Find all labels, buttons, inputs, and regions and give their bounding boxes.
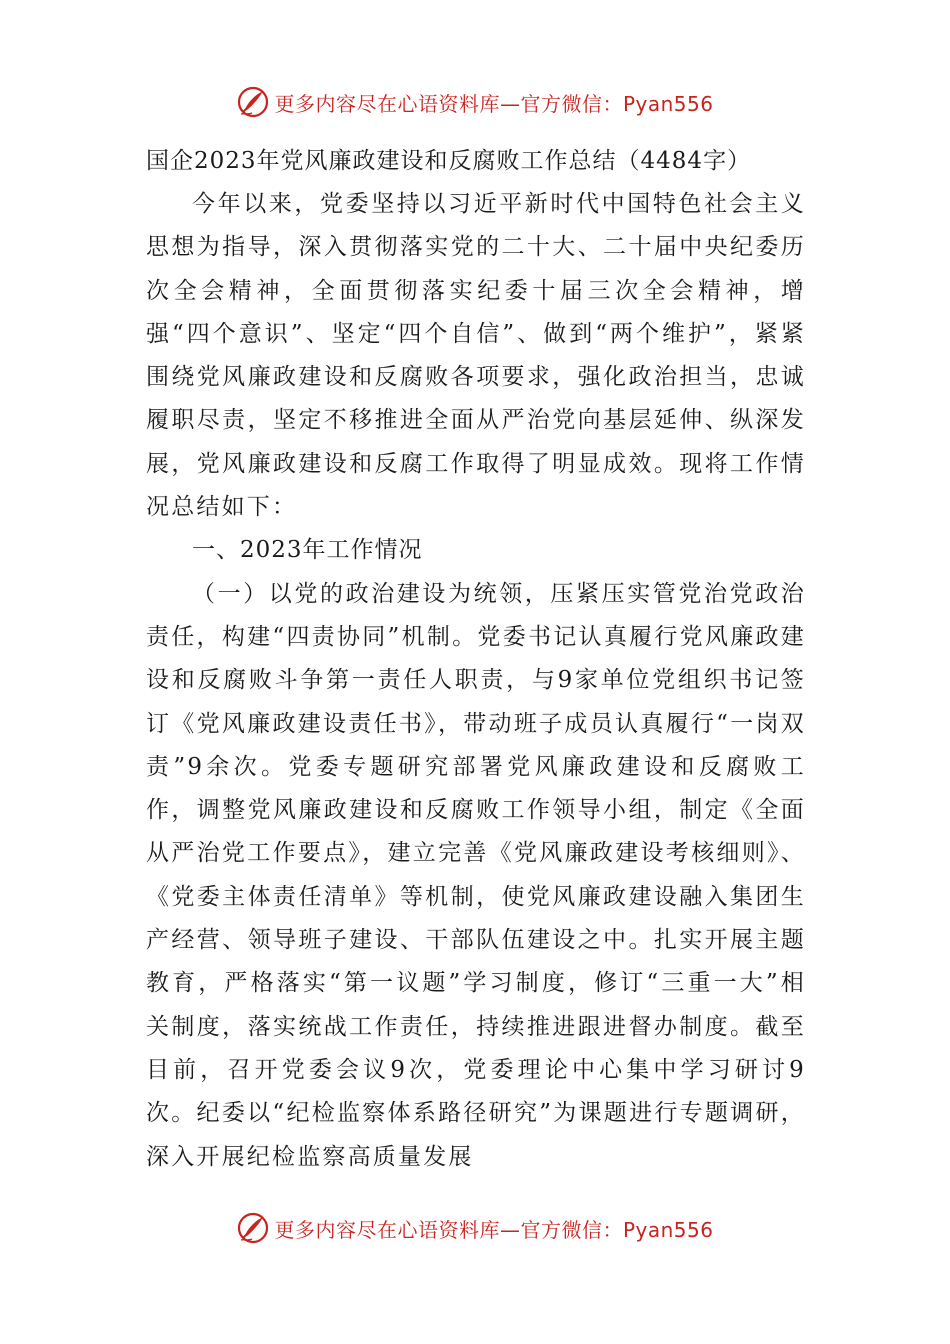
watermark-banner-bottom: [0, 1208, 950, 1248]
paragraph-intro: 今年以来，党委坚持以习近平新时代中国特色社会主义思想为指导，深入贯彻落实党的二十大、二十届中央纪委历次全会精神，全面贯彻落实纪委十届三次全会精神，增强“四个意识”、坚定“四个自信”、做到“两个维护”，紧紧围绕党风廉政建设和反腐败各项要求，强化政治担当，忠诚履职尽责，坚定不移推进全面从严治党向基层延伸、纵深发展，党风廉政建设和反腐工作取得了明显成效。现将工作情况总结如下：: [146, 191, 806, 521]
quill-pen-logo-icon: [236, 85, 270, 119]
document-title: 国企2023年党风廉政建设和反腐败工作总结（4484字）: [146, 148, 752, 174]
watermark-text: 更多内容尽在心语资料库—官方微信：Pyan556: [274, 91, 714, 116]
watermark-banner-top: [0, 82, 950, 122]
section-heading: 一、2023年工作情况: [192, 537, 423, 564]
document-body: [146, 140, 806, 1179]
quill-pen-logo-icon: [236, 1211, 270, 1245]
watermark-text: 更多内容尽在心语资料库—官方微信：Pyan556: [274, 1217, 714, 1242]
paragraph-section-1: （一）以党的政治建设为统领，压紧压实管党治党政治责任，构建“四责协同”机制。党委书记认真履行党风廉政建设和反腐败斗争第一责任人职责，与9家单位党组织书记签订《党风廉政建设责任书》，带动班子成员认真履行“一岗双责”9余次。党委专题研究部署党风廉政建设和反腐败工作，调整党风廉政建设和反腐败工作领导小组，制定《全面从严治党工作要点》，建立完善《党风廉政建设考核细则》、《党委主体责任清单》等机制，使党风廉政建设融入集团生产经营、领导班子建设、干部队伍建设之中。扎实开展主题教育，严格落实“第一议题”学习制度，修订“三重一大”相关制度，落实统战工作责任，持续推进跟进督办制度。截至目前，召开党委会议9次，党委理论中心集中学习研讨9次。纪委以“纪检监察体系路径研究”为课题进行专题调研，深入开展纪检监察高质量发展: [146, 580, 806, 1170]
